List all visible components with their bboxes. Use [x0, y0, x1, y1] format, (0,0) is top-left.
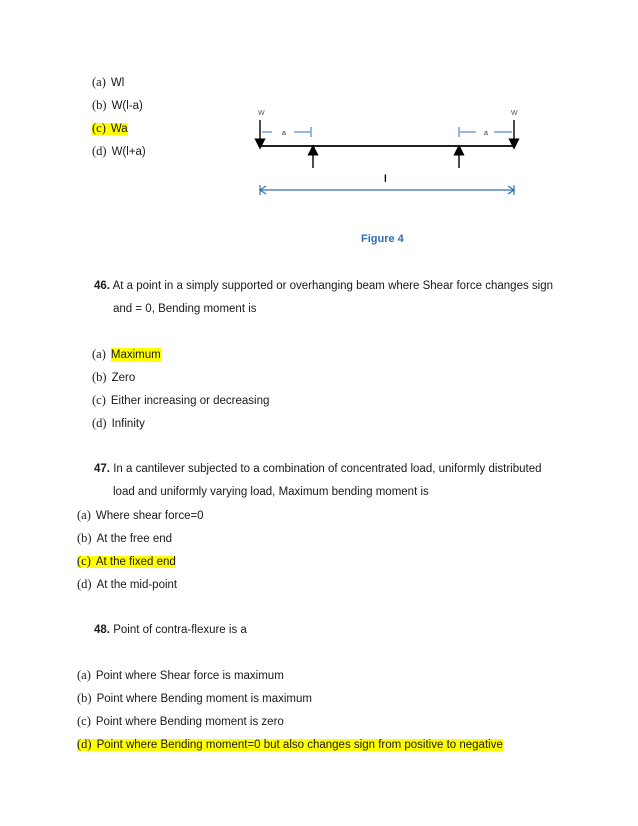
q47-option-d — [77, 577, 177, 592]
option-text: Wa — [110, 123, 128, 135]
q48-option-b — [77, 691, 312, 706]
option-text: At the mid-point — [96, 579, 178, 591]
option-label: (d) — [92, 416, 107, 430]
option-label: (c) — [77, 554, 91, 568]
load-label-right: W — [511, 110, 518, 117]
q45-option-a — [92, 75, 124, 90]
q47-question-line1 — [94, 462, 542, 476]
q45-option-d — [92, 144, 146, 159]
option-label: (a) — [77, 508, 91, 522]
question-number: 47. — [94, 463, 110, 475]
q45-option-b — [92, 98, 143, 113]
q47-option-a — [77, 508, 204, 523]
option-text: Maximum — [110, 349, 161, 361]
option-label: (b) — [77, 531, 92, 545]
option-text: Where shear force=0 — [95, 510, 204, 522]
q46-question-line1 — [94, 279, 553, 293]
option-text: W(l+a) — [111, 146, 146, 158]
option-text: At the free end — [96, 533, 173, 545]
option-text: Point where Shear force is maximum — [95, 670, 284, 682]
option-label: (a) — [92, 75, 106, 89]
option-label: (a) — [77, 668, 91, 682]
dim-a-left-label: a — [282, 130, 286, 137]
question-number: 48. — [94, 624, 110, 636]
q48-question — [94, 623, 247, 637]
q47-question-line2: load and uniformly varying load, Maximum bending moment is — [113, 486, 429, 498]
q46-option-c — [92, 393, 269, 408]
option-label: (c) — [92, 393, 106, 407]
option-label: (b) — [92, 370, 107, 384]
option-text: At the fixed end — [95, 556, 176, 568]
q48-option-a — [77, 668, 284, 683]
option-label: (c) — [77, 714, 91, 728]
option-text: Point where Bending moment=0 but also changes sign from positive to negative — [96, 739, 503, 751]
q46-option-a — [92, 347, 161, 362]
option-label: (d) — [77, 737, 92, 751]
q48-option-d — [77, 737, 503, 752]
q46-option-b — [92, 370, 135, 385]
q46-question-line2: and = 0, Bending moment is — [113, 303, 257, 315]
beam-diagram — [250, 102, 530, 202]
question-text: Point of contra-flexure is a — [113, 624, 247, 636]
option-label: (b) — [77, 691, 92, 705]
option-text: Wl — [110, 77, 125, 89]
option-text: W(l-a) — [111, 100, 143, 112]
q47-option-b — [77, 531, 172, 546]
q48-option-c — [77, 714, 284, 729]
question-text: In a cantilever subjected to a combination of concentrated load, uniformly distributed — [113, 463, 542, 475]
span-label: l — [384, 174, 387, 185]
option-label: (d) — [77, 577, 92, 591]
option-text: Either increasing or decreasing — [110, 395, 270, 407]
option-text: Point where Bending moment is maximum — [96, 693, 312, 705]
q46-option-d — [92, 416, 145, 431]
option-text: Point where Bending moment is zero — [95, 716, 284, 728]
q45-option-c — [92, 121, 128, 136]
option-label: (b) — [92, 98, 107, 112]
question-number: 46. — [94, 280, 110, 292]
option-label: (a) — [92, 347, 106, 361]
dim-a-right-label: a — [484, 130, 488, 137]
figure-caption: Figure 4 — [361, 233, 404, 245]
option-text: Zero — [111, 372, 136, 384]
option-text: Infinity — [111, 418, 145, 430]
option-label: (c) — [92, 121, 106, 135]
q47-option-c — [77, 554, 176, 569]
option-label: (d) — [92, 144, 107, 158]
load-label-left: W — [258, 110, 265, 117]
question-text: At a point in a simply supported or overhanging beam where Shear force changes sign — [112, 280, 554, 292]
